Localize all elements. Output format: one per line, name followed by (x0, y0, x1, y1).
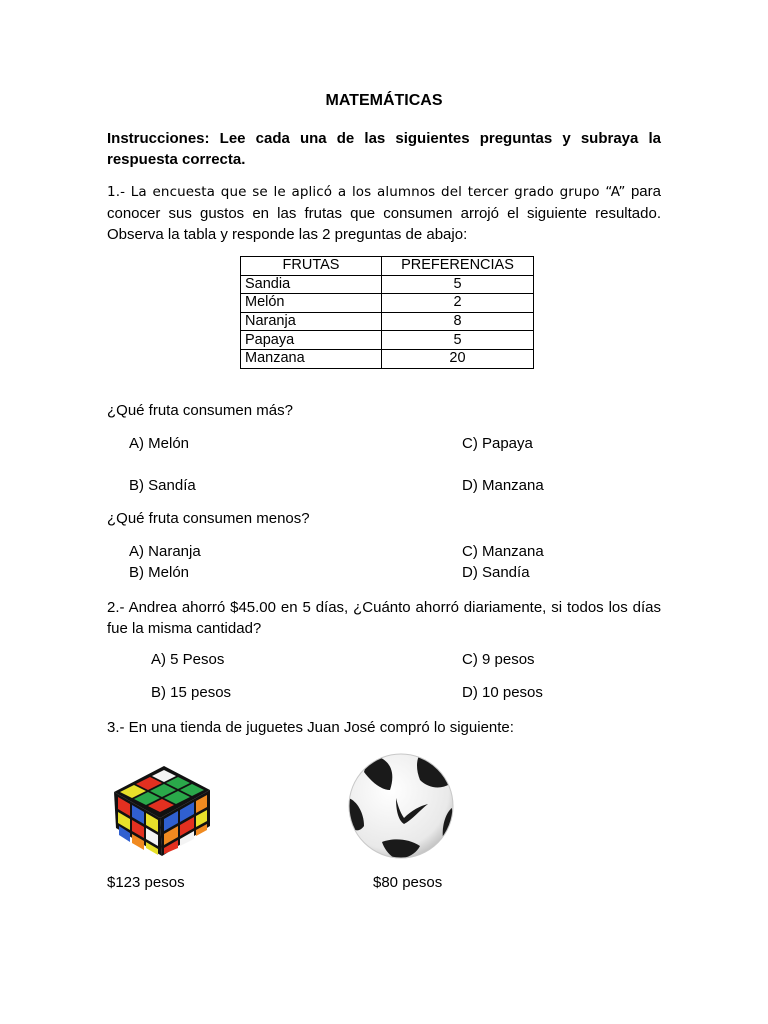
option-b[interactable]: B) Sandía (129, 477, 196, 494)
table-row (241, 275, 534, 294)
option-a[interactable]: A) Melón (129, 435, 190, 452)
table-row (241, 312, 534, 331)
page-title: MATEMÁTICAS (325, 92, 443, 109)
question-2: 2.- Andrea ahorró $45.00 en 5 días, ¿Cuánto ahorró diariamente, si todos los días fue la misma cantidad? (107, 599, 661, 637)
item-1-price: $123 pesos (107, 874, 185, 891)
option-d[interactable]: D) Sandía (462, 564, 530, 581)
table-cell-fruit: Sandia (241, 275, 382, 294)
table-cell-fruit: Naranja (241, 312, 382, 331)
option-a[interactable]: A) 5 Pesos (151, 651, 225, 668)
table-header-fruits: FRUTAS (241, 257, 382, 276)
table-cell-fruit: Manzana (241, 349, 382, 368)
option-b[interactable]: B) 15 pesos (151, 684, 232, 701)
option-a[interactable]: A) Naranja (129, 543, 201, 560)
table-cell-value: 5 (382, 331, 534, 350)
table-header-preferences: PREFERENCIAS (382, 257, 534, 276)
instructions: Instrucciones: Lee cada una de las siguientes preguntas y subraya la respuesta correcta. (107, 130, 661, 168)
table-row (241, 331, 534, 350)
fruit-preferences-table (240, 256, 534, 369)
table-cell-value: 5 (382, 275, 534, 294)
table-cell-value: 8 (382, 312, 534, 331)
soccer-ball-image (346, 750, 456, 862)
question-1a: ¿Qué fruta consumen más? (107, 402, 293, 419)
option-b[interactable]: B) Melón (129, 564, 190, 581)
question-1-intro-rest: para conocer sus gustos en las frutas que consumen arrojó el siguiente resultado. Observa la tabla y responde las 2 preguntas de abajo: (107, 183, 661, 243)
table-cell-value: 2 (382, 294, 534, 313)
item-2-price: $80 pesos (373, 874, 443, 891)
option-d[interactable]: D) Manzana (462, 477, 544, 494)
option-c[interactable]: C) Papaya (462, 435, 533, 452)
table-row (241, 294, 534, 313)
question-1-intro-lead: 1.- La encuesta que se le aplicó a los alumnos del tercer grado grupo “A” (107, 184, 626, 200)
table-header-row (241, 257, 534, 276)
rubiks-cube-image (106, 762, 214, 860)
option-c[interactable]: C) Manzana (462, 543, 544, 560)
question-1-intro (107, 181, 661, 245)
table-cell-fruit: Papaya (241, 331, 382, 350)
option-d[interactable]: D) 10 pesos (462, 684, 543, 701)
table-cell-fruit: Melón (241, 294, 382, 313)
table-cell-value: 20 (382, 349, 534, 368)
question-1b: ¿Qué fruta consumen menos? (107, 510, 310, 527)
question-3: 3.- En una tienda de juguetes Juan José compró lo siguiente: (107, 719, 514, 736)
table-row (241, 349, 534, 368)
option-c[interactable]: C) 9 pesos (462, 651, 535, 668)
